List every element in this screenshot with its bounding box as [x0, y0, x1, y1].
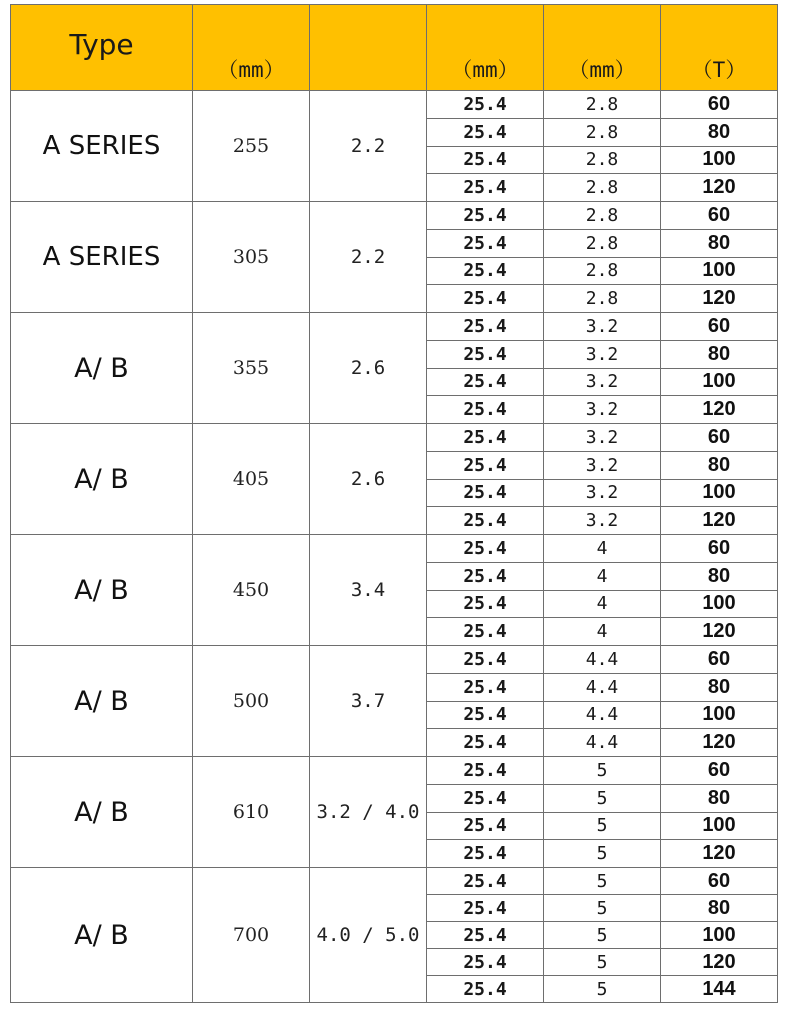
tooth-cell: 2.8 — [544, 146, 661, 174]
teeth-cell: 100 — [661, 368, 778, 396]
teeth-cell: 80 — [661, 673, 778, 701]
tooth-cell: 4.4 — [544, 701, 661, 729]
thickness-cell: 4.0 / 5.0 — [310, 868, 427, 1003]
type-cell: A/ B — [11, 757, 193, 868]
teeth-cell: 100 — [661, 590, 778, 618]
bore-cell: 25.4 — [427, 618, 544, 646]
bore-cell: 25.4 — [427, 812, 544, 840]
tooth-cell: 4 — [544, 535, 661, 563]
tooth-cell: 5 — [544, 949, 661, 976]
tooth-cell: 5 — [544, 784, 661, 812]
teeth-cell: 100 — [661, 146, 778, 174]
teeth-cell: 80 — [661, 562, 778, 590]
bore-cell: 25.4 — [427, 562, 544, 590]
bore-cell: 25.4 — [427, 701, 544, 729]
header-thickness-unit — [310, 5, 427, 91]
teeth-cell: 60 — [661, 313, 778, 341]
teeth-cell: 80 — [661, 229, 778, 257]
teeth-cell: 80 — [661, 118, 778, 146]
bore-cell: 25.4 — [427, 313, 544, 341]
thickness-cell: 3.2 / 4.0 — [310, 757, 427, 868]
header-teeth-unit: （T） — [661, 5, 778, 91]
tooth-cell: 5 — [544, 922, 661, 949]
tooth-cell: 3.2 — [544, 396, 661, 424]
tooth-cell: 5 — [544, 812, 661, 840]
width-cell: 405 — [193, 424, 310, 535]
teeth-cell: 120 — [661, 729, 778, 757]
thickness-cell: 2.2 — [310, 202, 427, 313]
teeth-cell: 100 — [661, 479, 778, 507]
tooth-cell: 5 — [544, 895, 661, 922]
width-cell: 610 — [193, 757, 310, 868]
table-row — [11, 868, 778, 895]
tooth-cell: 3.2 — [544, 451, 661, 479]
table-row — [11, 202, 778, 230]
bore-cell: 25.4 — [427, 91, 544, 119]
table-row — [11, 91, 778, 119]
table-row — [11, 424, 778, 452]
type-cell: A/ B — [11, 313, 193, 424]
tooth-cell: 3.2 — [544, 424, 661, 452]
header-bore-unit: （mm） — [427, 5, 544, 91]
teeth-cell: 60 — [661, 202, 778, 230]
bore-cell: 25.4 — [427, 535, 544, 563]
tooth-cell: 5 — [544, 976, 661, 1003]
tooth-cell: 4.4 — [544, 673, 661, 701]
type-cell: A SERIES — [11, 202, 193, 313]
bore-cell: 25.4 — [427, 340, 544, 368]
teeth-cell: 60 — [661, 535, 778, 563]
bore-cell: 25.4 — [427, 729, 544, 757]
tooth-cell: 4.4 — [544, 646, 661, 674]
teeth-cell: 120 — [661, 174, 778, 202]
tooth-cell: 2.8 — [544, 229, 661, 257]
bore-cell: 25.4 — [427, 396, 544, 424]
teeth-cell: 60 — [661, 868, 778, 895]
bore-cell: 25.4 — [427, 479, 544, 507]
bore-cell: 25.4 — [427, 784, 544, 812]
table-row — [11, 757, 778, 785]
width-cell: 255 — [193, 91, 310, 202]
bore-cell: 25.4 — [427, 368, 544, 396]
bore-cell: 25.4 — [427, 174, 544, 202]
bore-cell: 25.4 — [427, 451, 544, 479]
table-row — [11, 313, 778, 341]
teeth-cell: 80 — [661, 895, 778, 922]
tooth-cell: 3.2 — [544, 340, 661, 368]
table-body — [11, 5, 778, 1003]
width-cell: 500 — [193, 646, 310, 757]
tooth-cell: 5 — [544, 840, 661, 868]
teeth-cell: 80 — [661, 451, 778, 479]
bore-cell: 25.4 — [427, 673, 544, 701]
bore-cell: 25.4 — [427, 285, 544, 313]
bore-cell: 25.4 — [427, 229, 544, 257]
tooth-cell: 3.2 — [544, 479, 661, 507]
tooth-cell: 2.8 — [544, 91, 661, 119]
bore-cell: 25.4 — [427, 646, 544, 674]
tooth-cell: 4 — [544, 562, 661, 590]
table-row — [11, 646, 778, 674]
type-cell: A/ B — [11, 868, 193, 1003]
teeth-cell: 60 — [661, 424, 778, 452]
type-cell: A/ B — [11, 646, 193, 757]
teeth-cell: 80 — [661, 784, 778, 812]
teeth-cell: 120 — [661, 949, 778, 976]
bore-cell: 25.4 — [427, 757, 544, 785]
width-cell: 450 — [193, 535, 310, 646]
bore-cell: 25.4 — [427, 922, 544, 949]
tooth-cell: 3.2 — [544, 313, 661, 341]
teeth-cell: 120 — [661, 507, 778, 535]
bore-cell: 25.4 — [427, 976, 544, 1003]
thickness-cell: 2.6 — [310, 313, 427, 424]
teeth-cell: 120 — [661, 285, 778, 313]
teeth-cell: 100 — [661, 922, 778, 949]
thickness-cell: 3.4 — [310, 535, 427, 646]
teeth-cell: 100 — [661, 812, 778, 840]
teeth-cell: 60 — [661, 91, 778, 119]
bore-cell: 25.4 — [427, 146, 544, 174]
tooth-cell: 2.8 — [544, 257, 661, 285]
tooth-cell: 2.8 — [544, 202, 661, 230]
teeth-cell: 100 — [661, 701, 778, 729]
thickness-cell: 2.6 — [310, 424, 427, 535]
tooth-cell: 4.4 — [544, 729, 661, 757]
bore-cell: 25.4 — [427, 118, 544, 146]
bore-cell: 25.4 — [427, 424, 544, 452]
teeth-cell: 144 — [661, 976, 778, 1003]
spec-table — [10, 4, 778, 1003]
width-cell: 305 — [193, 202, 310, 313]
tooth-cell: 2.8 — [544, 118, 661, 146]
header-type: Type — [11, 5, 193, 91]
width-cell: 355 — [193, 313, 310, 424]
tooth-cell: 4 — [544, 590, 661, 618]
teeth-cell: 120 — [661, 618, 778, 646]
teeth-cell: 100 — [661, 257, 778, 285]
bore-cell: 25.4 — [427, 590, 544, 618]
width-cell: 700 — [193, 868, 310, 1003]
teeth-cell: 120 — [661, 840, 778, 868]
thickness-cell: 3.7 — [310, 646, 427, 757]
bore-cell: 25.4 — [427, 895, 544, 922]
type-cell: A/ B — [11, 424, 193, 535]
teeth-cell: 60 — [661, 646, 778, 674]
tooth-cell: 2.8 — [544, 174, 661, 202]
header-row — [11, 5, 778, 91]
tooth-cell: 4 — [544, 618, 661, 646]
bore-cell: 25.4 — [427, 507, 544, 535]
thickness-cell: 2.2 — [310, 91, 427, 202]
table-row — [11, 535, 778, 563]
bore-cell: 25.4 — [427, 202, 544, 230]
teeth-cell: 60 — [661, 757, 778, 785]
header-width-unit: （mm） — [193, 5, 310, 91]
teeth-cell: 120 — [661, 396, 778, 424]
header-tooth-unit: （mm） — [544, 5, 661, 91]
tooth-cell: 2.8 — [544, 285, 661, 313]
bore-cell: 25.4 — [427, 868, 544, 895]
tooth-cell: 3.2 — [544, 507, 661, 535]
type-cell: A/ B — [11, 535, 193, 646]
bore-cell: 25.4 — [427, 257, 544, 285]
teeth-cell: 80 — [661, 340, 778, 368]
tooth-cell: 5 — [544, 757, 661, 785]
tooth-cell: 3.2 — [544, 368, 661, 396]
bore-cell: 25.4 — [427, 840, 544, 868]
tooth-cell: 5 — [544, 868, 661, 895]
bore-cell: 25.4 — [427, 949, 544, 976]
type-cell: A SERIES — [11, 91, 193, 202]
